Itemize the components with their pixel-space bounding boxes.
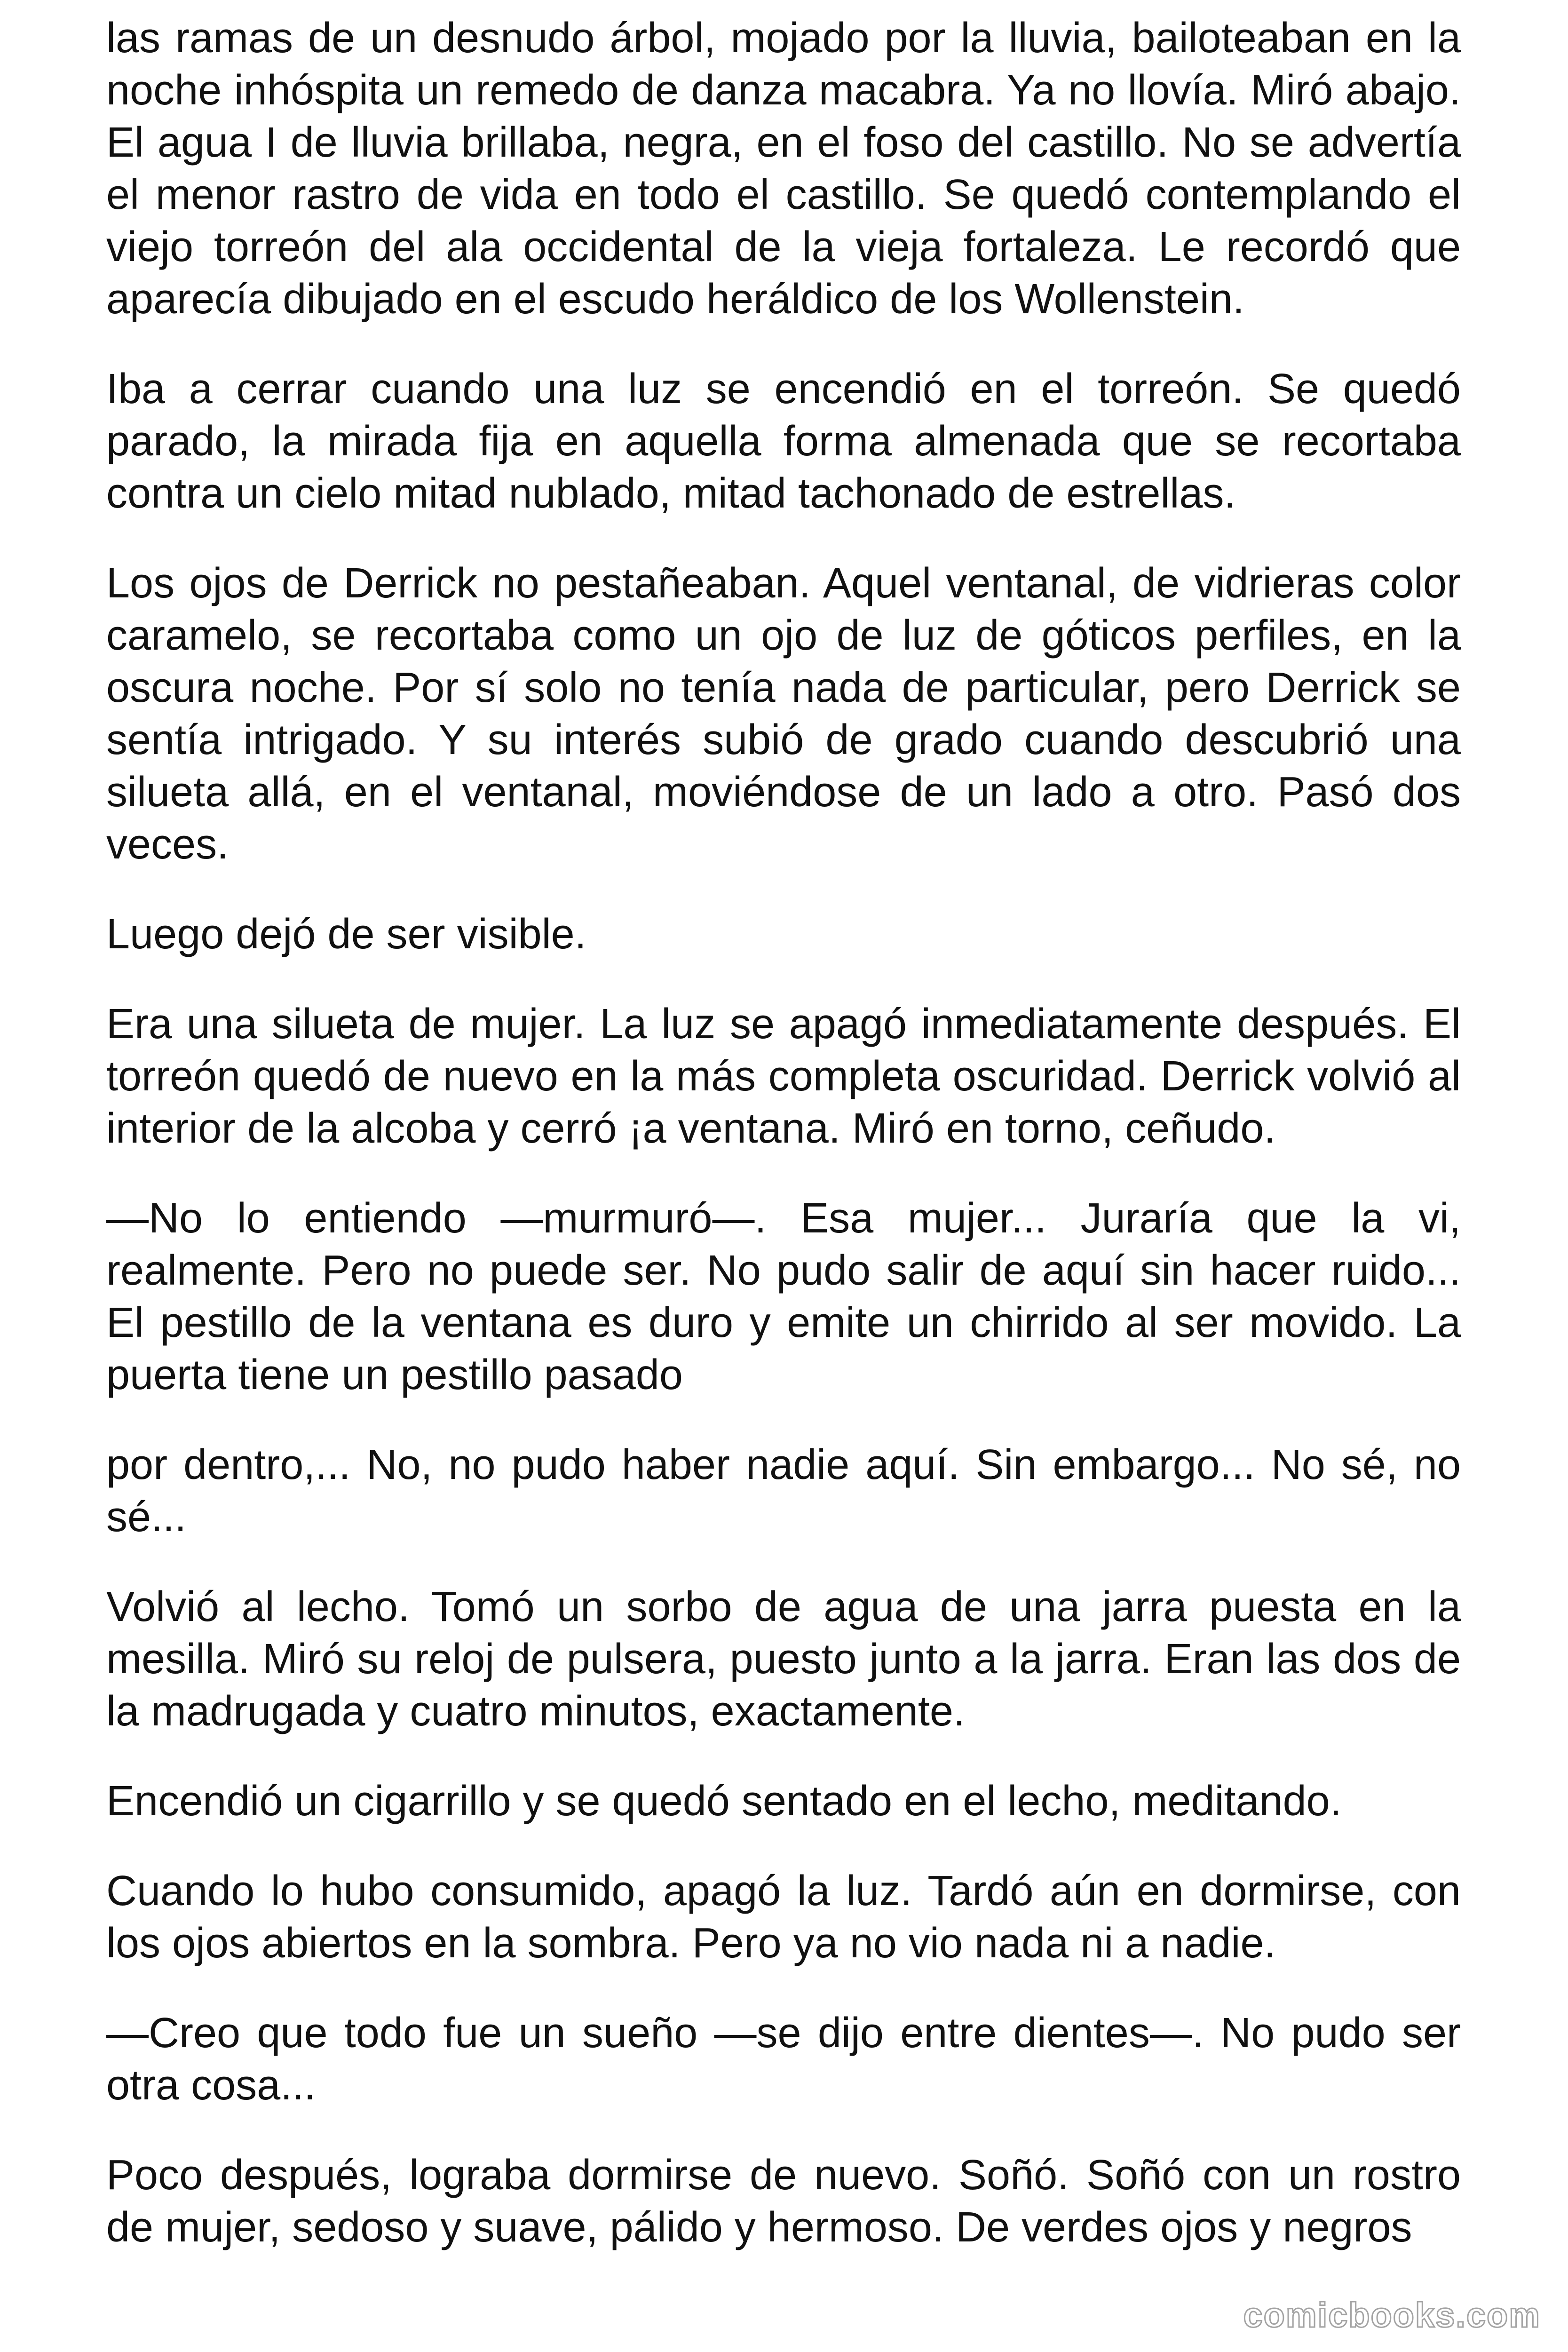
paragraph-3: Los ojos de Derrick no pestañeaban. Aquel ventanal, de vidrieras color caramelo, se recortaba como un ojo de luz de góticos perfiles, en la oscura noche. Por sí solo no tenía nada de particular, pero Derrick se sentía intrigado. Y su interés subió de grado cuando descubrió una silueta allá, en el ventanal, moviéndose de un lado a otro. Pasó dos veces. [106,560,1461,868]
text-column [106,12,1461,2254]
paragraph-10: Cuando lo hubo consumido, apagó la luz. Tardó aún en dormirse, con los ojos abiertos en la sombra. Pero ya no vio nada ni a nadie. [106,1867,1461,1967]
paragraph-1: las ramas de un desnudo árbol, mojado por la lluvia, bailoteaban en la noche inhóspita un remedo de danza macabra. Ya no llovía. Miró abajo. El agua I de lluvia brillaba, negra, en el foso del castillo. No se advertía el menor rastro de vida en todo el castillo. Se quedó contemplando el viejo torreón del ala occidental de la vieja fortaleza. Le recordó que aparecía dibujado en el escudo heráldico de los Wollenstein. [106,15,1461,323]
paragraph-8: Volvió al lecho. Tomó un sorbo de agua de una jarra puesta en la mesilla. Miró su reloj de pulsera, puesto junto a la jarra. Eran las dos de la madrugada y cuatro minutos, exactamente. [106,1583,1461,1735]
watermark-logo: comicbooks.com [1243,2296,1541,2335]
paragraph-2: Iba a cerrar cuando una luz se encendió en el torreón. Se quedó parado, la mirada fija en aquella forma almenada que se recortaba contra un cielo mitad nublado, mitad tachonado de estrellas. [106,366,1461,517]
paragraph-6: —No lo entiendo —murmuró—. Esa mujer... Juraría que la vi, realmente. Pero no puede ser. No pudo salir de aquí sin hacer ruido... El pestillo de la ventana es duro y emite un chirrido al ser movido. La puerta tiene un pestillo pasado [106,1195,1461,1398]
paragraph-4: Luego dejó de ser visible. [106,911,586,958]
paragraph-12: Poco después, lograba dormirse de nuevo. Soñó. Soñó con un rostro de mujer, sedoso y suave, pálido y hermoso. De verdes ojos y negros [106,2152,1461,2251]
paragraph-11: —Creo que todo fue un sueño —se dijo entre dientes—. No pudo ser otra cosa... [106,2010,1461,2109]
paragraph-5: Era una silueta de mujer. La luz se apagó inmediatamente después. El torreón quedó de nuevo en la más completa oscuridad. Derrick volvió al interior de la alcoba y cerró ¡a ventana. Miró en torno, ceñudo. [106,1001,1461,1152]
paragraph-7: por dentro,... No, no pudo haber nadie aquí. Sin embargo... No sé, no sé... [106,1441,1461,1541]
paragraph-9: Encendió un cigarrillo y se quedó sentado en el lecho, meditando. [106,1778,1342,1825]
